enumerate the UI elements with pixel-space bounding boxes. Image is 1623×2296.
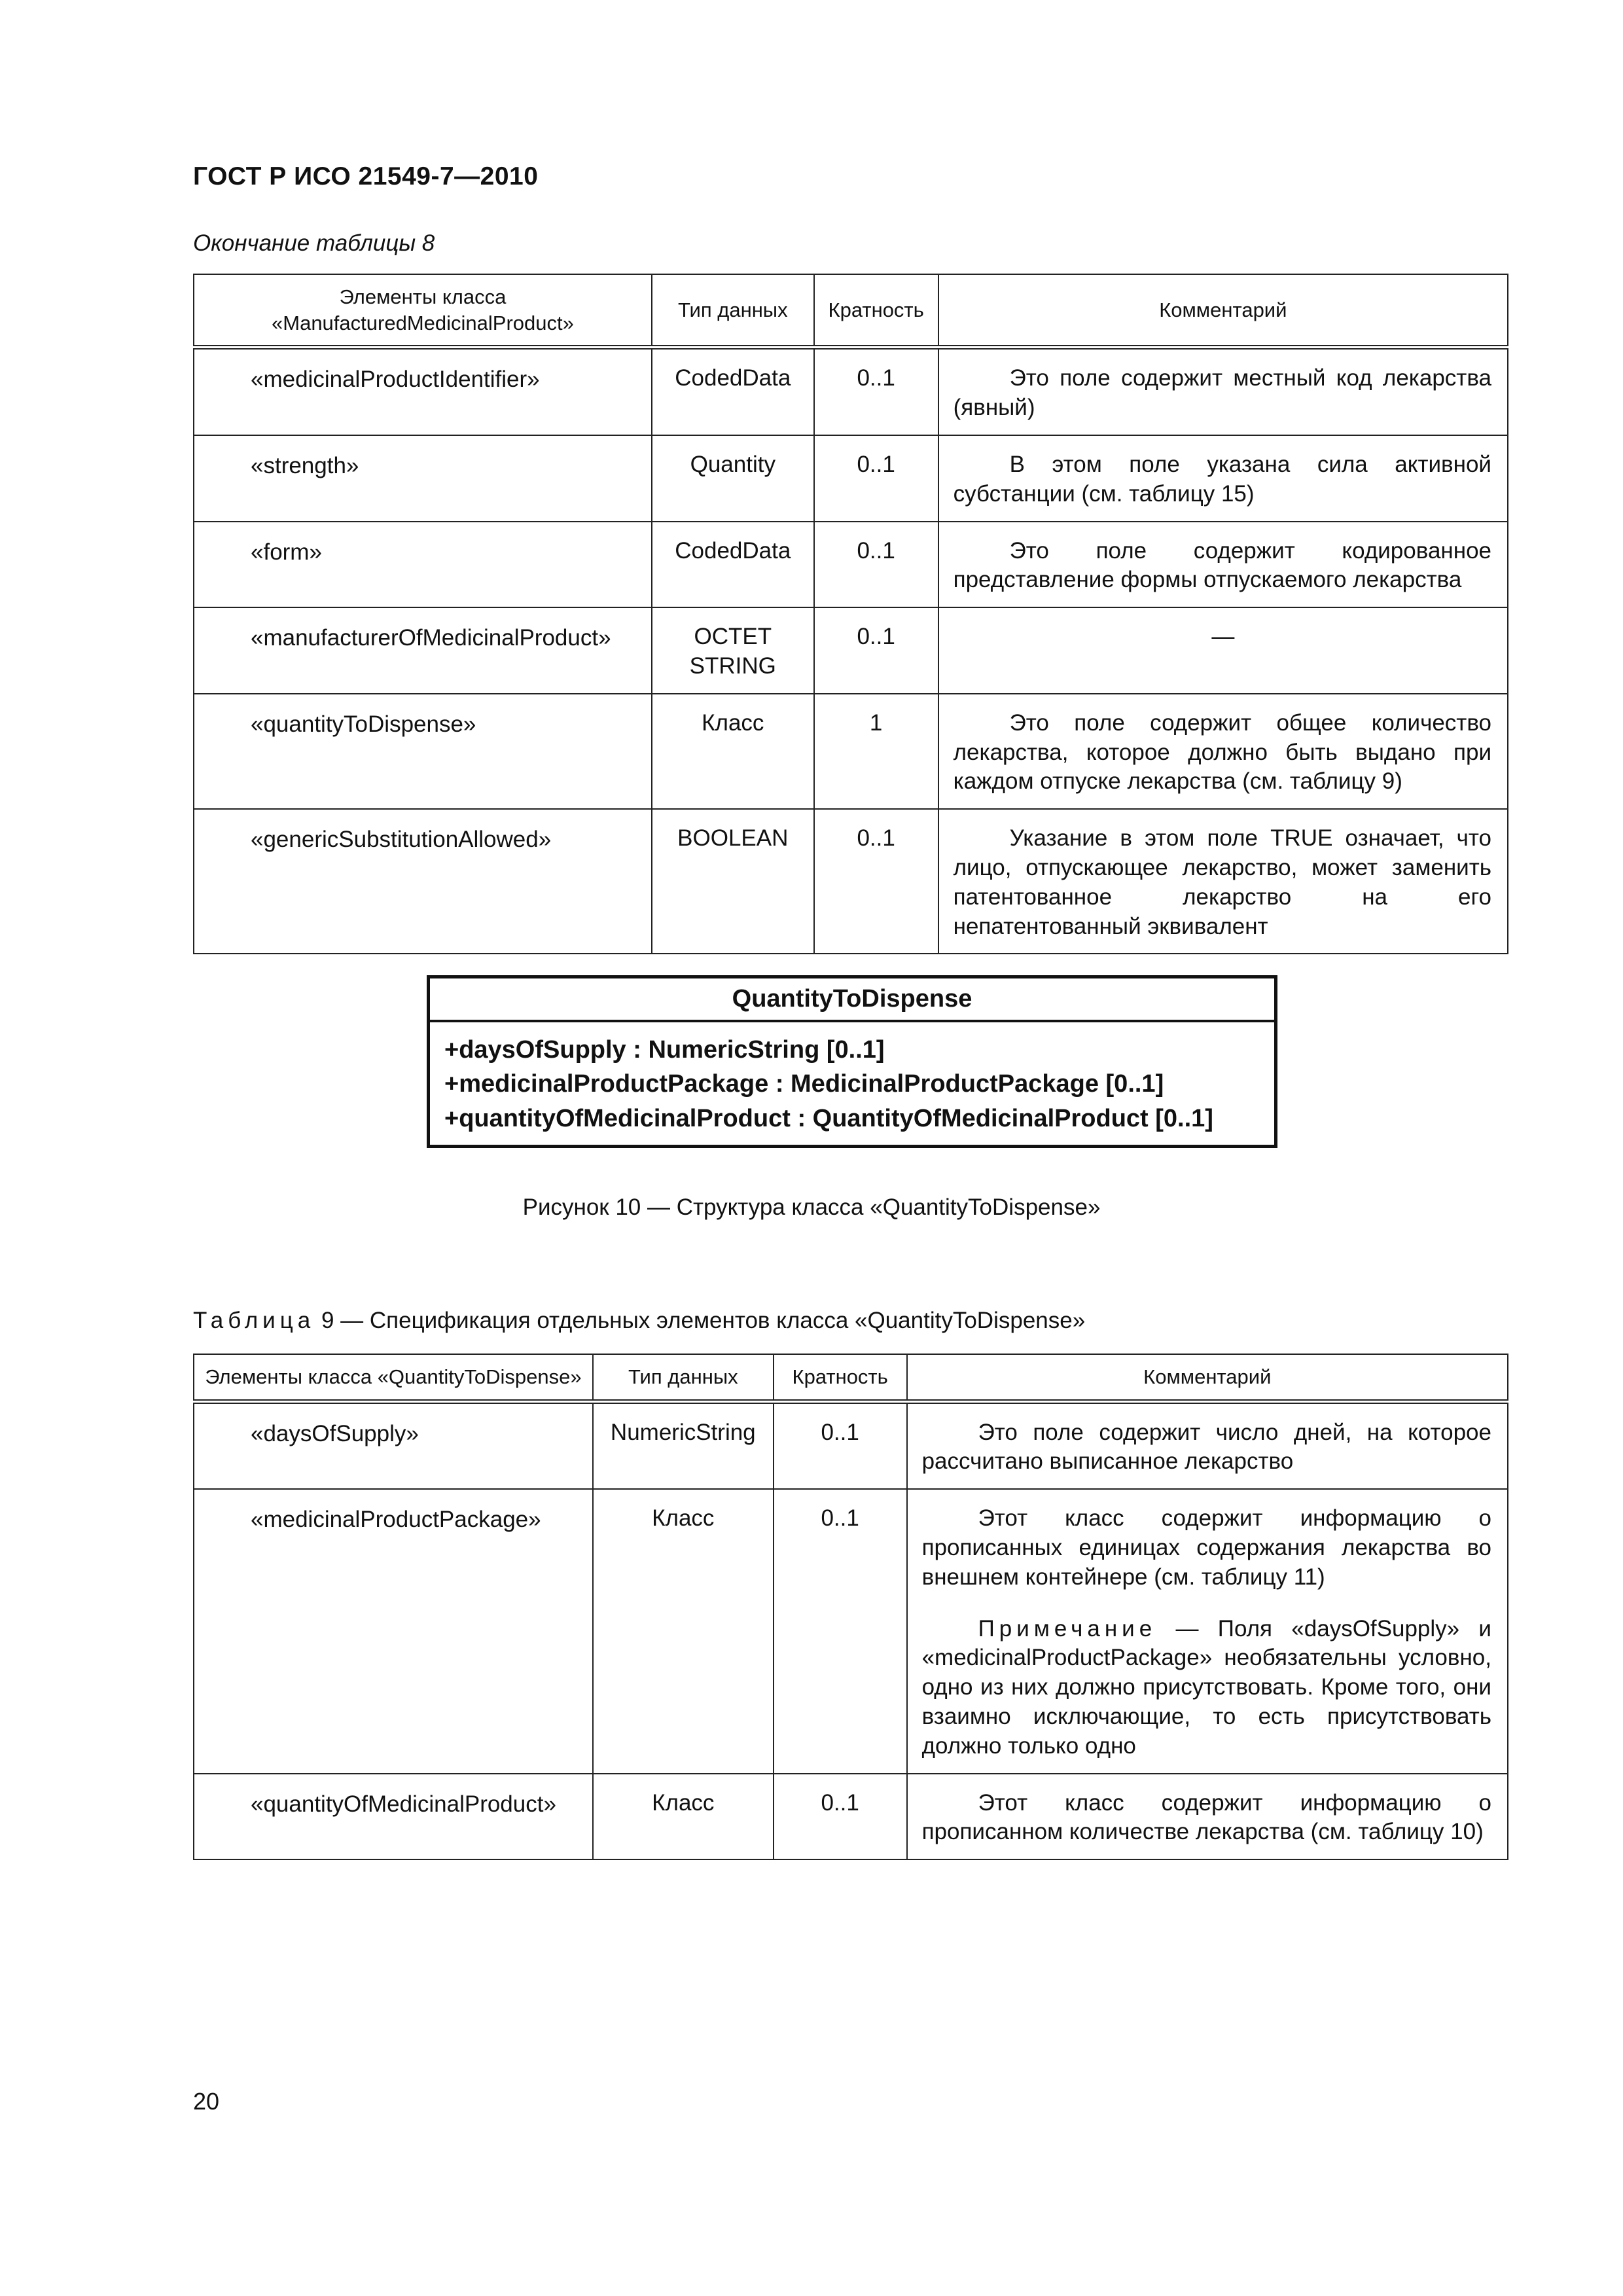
note-label: Примечание bbox=[978, 1615, 1157, 1641]
table-header-row bbox=[194, 274, 1508, 348]
data-type-cell: Класс bbox=[593, 1489, 774, 1773]
table-row bbox=[194, 809, 1508, 954]
comment-text: В этом поле указана сила активной субстанции (см. таблицу 15) bbox=[953, 451, 1491, 507]
column-header-multiplicity: Кратность bbox=[814, 274, 938, 348]
table-continuation-label: Окончание таблицы 8 bbox=[193, 230, 435, 256]
multiplicity-cell: 0..1 bbox=[774, 1489, 907, 1773]
element-name-cell: «quantityToDispense» bbox=[194, 694, 652, 809]
column-header-elements: Элементы класса «ManufacturedMedicinalProduct» bbox=[194, 274, 652, 348]
page-number: 20 bbox=[193, 2088, 220, 2115]
data-type-cell: CodedData bbox=[652, 348, 814, 435]
table-caption bbox=[193, 1308, 1085, 1334]
element-name-cell: «medicinalProductIdentifier» bbox=[194, 348, 652, 435]
comment-cell bbox=[938, 522, 1508, 608]
note-paragraph bbox=[922, 1615, 1491, 1761]
comment-text: Указание в этом поле TRUE означает, что лицо, отпускающее лекарство, может заменить патентованное лекарство на его непатентованный эквивалент bbox=[953, 825, 1491, 939]
comment-cell bbox=[907, 1489, 1508, 1773]
column-header-multiplicity: Кратность bbox=[774, 1354, 907, 1401]
multiplicity-cell: 0..1 bbox=[774, 1774, 907, 1860]
figure-caption: Рисунок 10 — Структура класса «QuantityToDispense» bbox=[522, 1194, 1101, 1220]
element-name-cell: «strength» bbox=[194, 435, 652, 522]
uml-class-diagram bbox=[427, 975, 1277, 1148]
comment-cell bbox=[938, 435, 1508, 522]
table-row bbox=[194, 607, 1508, 694]
table-row bbox=[194, 694, 1508, 809]
comment-text: Это поле содержит местный код лекарства (явный) bbox=[953, 365, 1491, 421]
comment-cell bbox=[938, 694, 1508, 809]
comment-cell: — bbox=[938, 607, 1508, 694]
table-row bbox=[194, 522, 1508, 608]
note-text: — Поля «daysOfSupply» и «medicinalProductPackage» необязательны условно, одно из них должно присутствовать. Кроме того, они взаимно исключающие, то есть присутствовать должно только одно bbox=[921, 1615, 1491, 1759]
table-row bbox=[194, 435, 1508, 522]
table-9 bbox=[193, 1354, 1508, 1860]
table-row bbox=[194, 1401, 1508, 1489]
uml-attributes bbox=[430, 1022, 1274, 1145]
uml-attribute: +quantityOfMedicinalProduct : QuantityOfMedicinalProduct [0..1] bbox=[444, 1104, 1213, 1132]
multiplicity-cell: 0..1 bbox=[814, 435, 938, 522]
data-type-cell: Класс bbox=[593, 1774, 774, 1860]
uml-class-name: QuantityToDispense bbox=[430, 978, 1274, 1022]
column-header-elements: Элементы класса «QuantityToDispense» bbox=[194, 1354, 593, 1401]
comment-cell bbox=[938, 348, 1508, 435]
data-type-cell: CodedData bbox=[652, 522, 814, 608]
table-8 bbox=[193, 274, 1508, 954]
comment-cell bbox=[938, 809, 1508, 954]
comment-text: Этот класс содержит информацию о прописанных единицах содержания лекарства во внешнем контейнере (см. таблицу 11) bbox=[921, 1505, 1491, 1590]
column-header-type: Тип данных bbox=[652, 274, 814, 348]
table-header-row bbox=[194, 1354, 1508, 1401]
element-name-cell: «genericSubstitutionAllowed» bbox=[194, 809, 652, 954]
multiplicity-cell: 0..1 bbox=[814, 522, 938, 608]
data-type-cell: NumericString bbox=[593, 1401, 774, 1489]
comment-text: Это поле содержит число дней, на которое рассчитано выписанное лекарство bbox=[921, 1419, 1491, 1475]
data-type-cell: OCTET STRING bbox=[652, 607, 814, 694]
element-name-cell: «form» bbox=[194, 522, 652, 608]
column-header-comment: Комментарий bbox=[938, 274, 1508, 348]
multiplicity-cell: 0..1 bbox=[814, 809, 938, 954]
comment-cell bbox=[907, 1774, 1508, 1860]
comment-cell bbox=[907, 1401, 1508, 1489]
column-header-comment: Комментарий bbox=[907, 1354, 1508, 1401]
uml-attribute: +daysOfSupply : NumericString [0..1] bbox=[444, 1036, 885, 1064]
data-type-cell: Класс bbox=[652, 694, 814, 809]
comment-text: Это поле содержит общее количество лекарства, которое должно быть выдано при каждом отпуске лекарства (см. таблицу 9) bbox=[953, 709, 1491, 795]
element-name-cell: «quantityOfMedicinalProduct» bbox=[194, 1774, 593, 1860]
table-caption-word: Таблица bbox=[193, 1308, 315, 1333]
table-row bbox=[194, 1489, 1508, 1773]
comment-text: Этот класс содержит информацию о прописанном количестве лекарства (см. таблицу 10) bbox=[921, 1789, 1491, 1845]
multiplicity-cell: 1 bbox=[814, 694, 938, 809]
multiplicity-cell: 0..1 bbox=[814, 607, 938, 694]
multiplicity-cell: 0..1 bbox=[814, 348, 938, 435]
table-caption-text: 9 — Спецификация отдельных элементов класса «QuantityToDispense» bbox=[315, 1308, 1086, 1333]
data-type-cell: Quantity bbox=[652, 435, 814, 522]
table-row bbox=[194, 1774, 1508, 1860]
column-header-type: Тип данных bbox=[593, 1354, 774, 1401]
standard-header: ГОСТ Р ИСО 21549-7—2010 bbox=[193, 162, 539, 190]
element-name-cell: «daysOfSupply» bbox=[194, 1401, 593, 1489]
comment-text: Это поле содержит кодированное представление формы отпускаемого лекарства bbox=[953, 537, 1491, 593]
table-row bbox=[194, 348, 1508, 435]
element-name-cell: «manufacturerOfMedicinalProduct» bbox=[194, 607, 652, 694]
element-name-cell: «medicinalProductPackage» bbox=[194, 1489, 593, 1773]
uml-attribute: +medicinalProductPackage : MedicinalProductPackage [0..1] bbox=[444, 1070, 1164, 1098]
multiplicity-cell: 0..1 bbox=[774, 1401, 907, 1489]
data-type-cell: BOOLEAN bbox=[652, 809, 814, 954]
